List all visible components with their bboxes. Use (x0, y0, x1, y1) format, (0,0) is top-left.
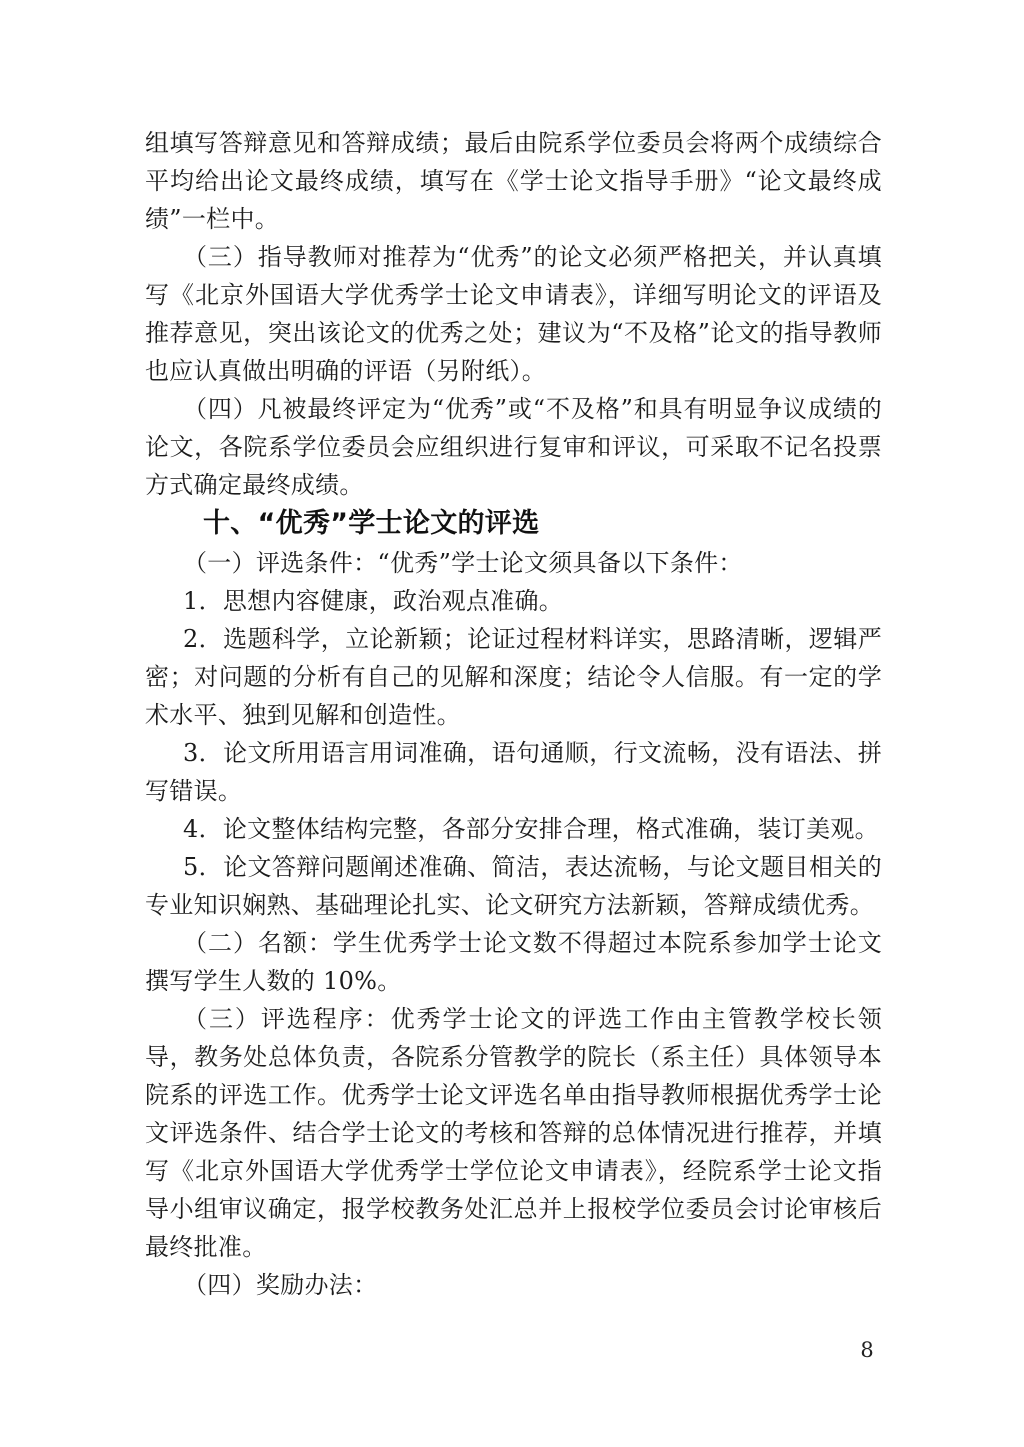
paragraph-condition-3: 3．论文所用语言用词准确，语句通顺，行文流畅，没有语法、拼写错误。 (145, 739, 882, 805)
paragraph-item-4-final-grade-review: （四）凡被最终评定为“优秀”或“不及格”和具有明显争议成绩的论文，各院系学位委员会应组织进行复审和评议，可采取不记名投票方式确定最终成绩。 (145, 395, 882, 499)
paragraph-condition-2: 2．选题科学，立论新颖；论证过程材料详实，思路清晰，逻辑严密；对问题的分析有自己的见解和深度；结论令人信服。有一定的学术水平、独到见解和创造性。 (145, 625, 882, 729)
paragraph-grade-filling: 组填写答辩意见和答辩成绩；最后由院系学位委员会将两个成绩综合平均给出论文最终成绩，填写在《学士论文指导手册》“论文最终成绩”一栏中。 (145, 129, 882, 233)
paragraph-selection-procedure: （三）评选程序：优秀学士论文的评选工作由主管教学校长领导，教务处总体负责，各院系分管教学的院长（系主任）具体领导本院系的评选工作。优秀学士论文评选名单由指导教师根据优秀学士论文评选条件、结合学士论文的考核和答辩的总体情况进行推荐，并填写《北京外国语大学优秀学士学位论文申请表》，经院系学士论文指导小组审议确定，报学校教务处汇总并上报校学位委员会讨论审核后最终批准。 (145, 1005, 882, 1261)
paragraph-selection-conditions-intro: （一）评选条件：“优秀”学士论文须具备以下条件： (183, 549, 743, 577)
section-heading-thesis-selection: 十、“优秀”学士论文的评选 (203, 508, 540, 539)
paragraph-reward-method: （四）奖励办法： (183, 1271, 378, 1299)
paragraph-quota: （二）名额：学生优秀学士论文数不得超过本院系参加学士论文撰写学生人数的 10%。 (145, 929, 882, 995)
document-body (145, 124, 882, 1304)
paragraph-condition-1: 1．思想内容健康，政治观点准确。 (183, 587, 564, 615)
paragraph-condition-5: 5．论文答辩问题阐述准确、简洁，表达流畅，与论文题目相关的专业知识娴熟、基础理论扎实、论文研究方法新颖，答辩成绩优秀。 (145, 853, 882, 919)
paragraph-item-3-advisor-review: （三）指导教师对推荐为“优秀”的论文必须严格把关，并认真填写《北京外国语大学优秀学士论文申请表》，详细写明论文的评语及推荐意见，突出该论文的优秀之处；建议为“不及格”论文的指导教师也应认真做出明确的评语（另附纸）。 (145, 243, 882, 385)
paragraph-condition-4: 4．论文整体结构完整，各部分安排合理，格式准确，装订美观。 (183, 815, 879, 843)
page-number: 8 (860, 1338, 874, 1362)
